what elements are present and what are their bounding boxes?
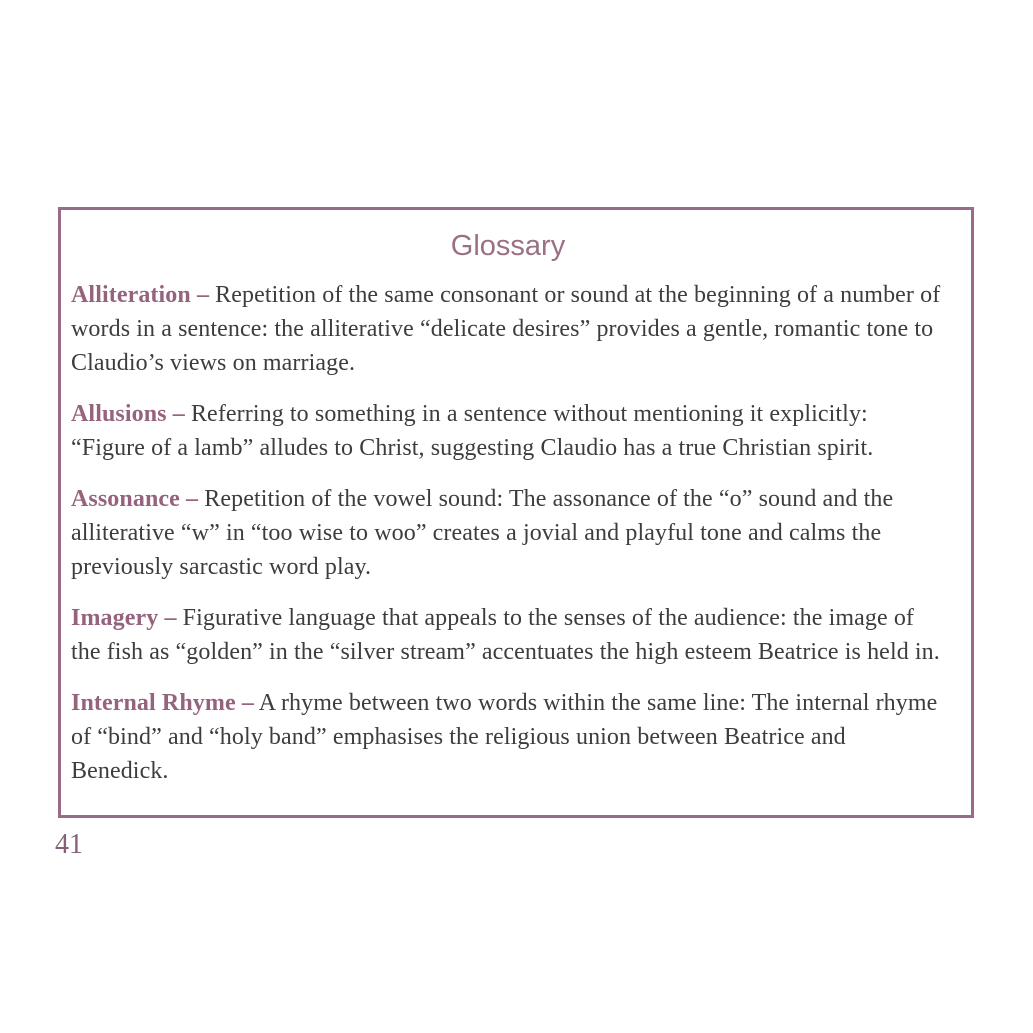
glossary-entry — [71, 397, 945, 465]
glossary-term: Alliteration — [71, 282, 191, 308]
term-separator: – — [172, 401, 185, 427]
term-separator: – — [241, 690, 254, 716]
glossary-term: Assonance — [71, 486, 180, 512]
glossary-entry — [71, 482, 945, 584]
glossary-definition: Repetition of the same consonant or sound at the beginning of a number of words in a sentence: the alliterative “delicate desires” provides a gentle, romantic tone to Claudio’s views on marriage. — [71, 282, 941, 376]
term-separator: – — [186, 486, 199, 512]
glossary-definition: Repetition of the vowel sound: The assonance of the “o” sound and the alliterative “w” in “too wise to woo” creates a jovial and playful tone and calms the previously sarcastic word play. — [71, 486, 894, 580]
glossary-definition: A rhyme between two words within the same line: The internal rhyme of “bind” and “holy band” emphasises the religious union between Beatrice and Benedick. — [71, 690, 938, 784]
page-number: 41 — [55, 829, 83, 860]
glossary-term: Internal Rhyme — [71, 690, 236, 716]
glossary-term: Allusions — [71, 401, 167, 427]
glossary-entry — [71, 686, 945, 788]
glossary-definition: Figurative language that appeals to the senses of the audience: the image of the fish as “golden” in the “silver stream” accentuates the high esteem Beatrice is held in. — [71, 605, 940, 665]
glossary-term: Imagery — [71, 605, 159, 631]
term-separator: – — [164, 605, 177, 631]
glossary-box — [58, 207, 974, 818]
glossary-entry — [71, 601, 945, 669]
glossary-definition: Referring to something in a sentence without mentioning it explicitly: “Figure of a lamb” alludes to Christ, suggesting Claudio has a true Christian spirit. — [71, 401, 874, 461]
page-title: Glossary — [450, 230, 566, 262]
term-separator: – — [196, 282, 210, 308]
glossary-content — [61, 210, 971, 798]
glossary-entry — [71, 278, 945, 380]
